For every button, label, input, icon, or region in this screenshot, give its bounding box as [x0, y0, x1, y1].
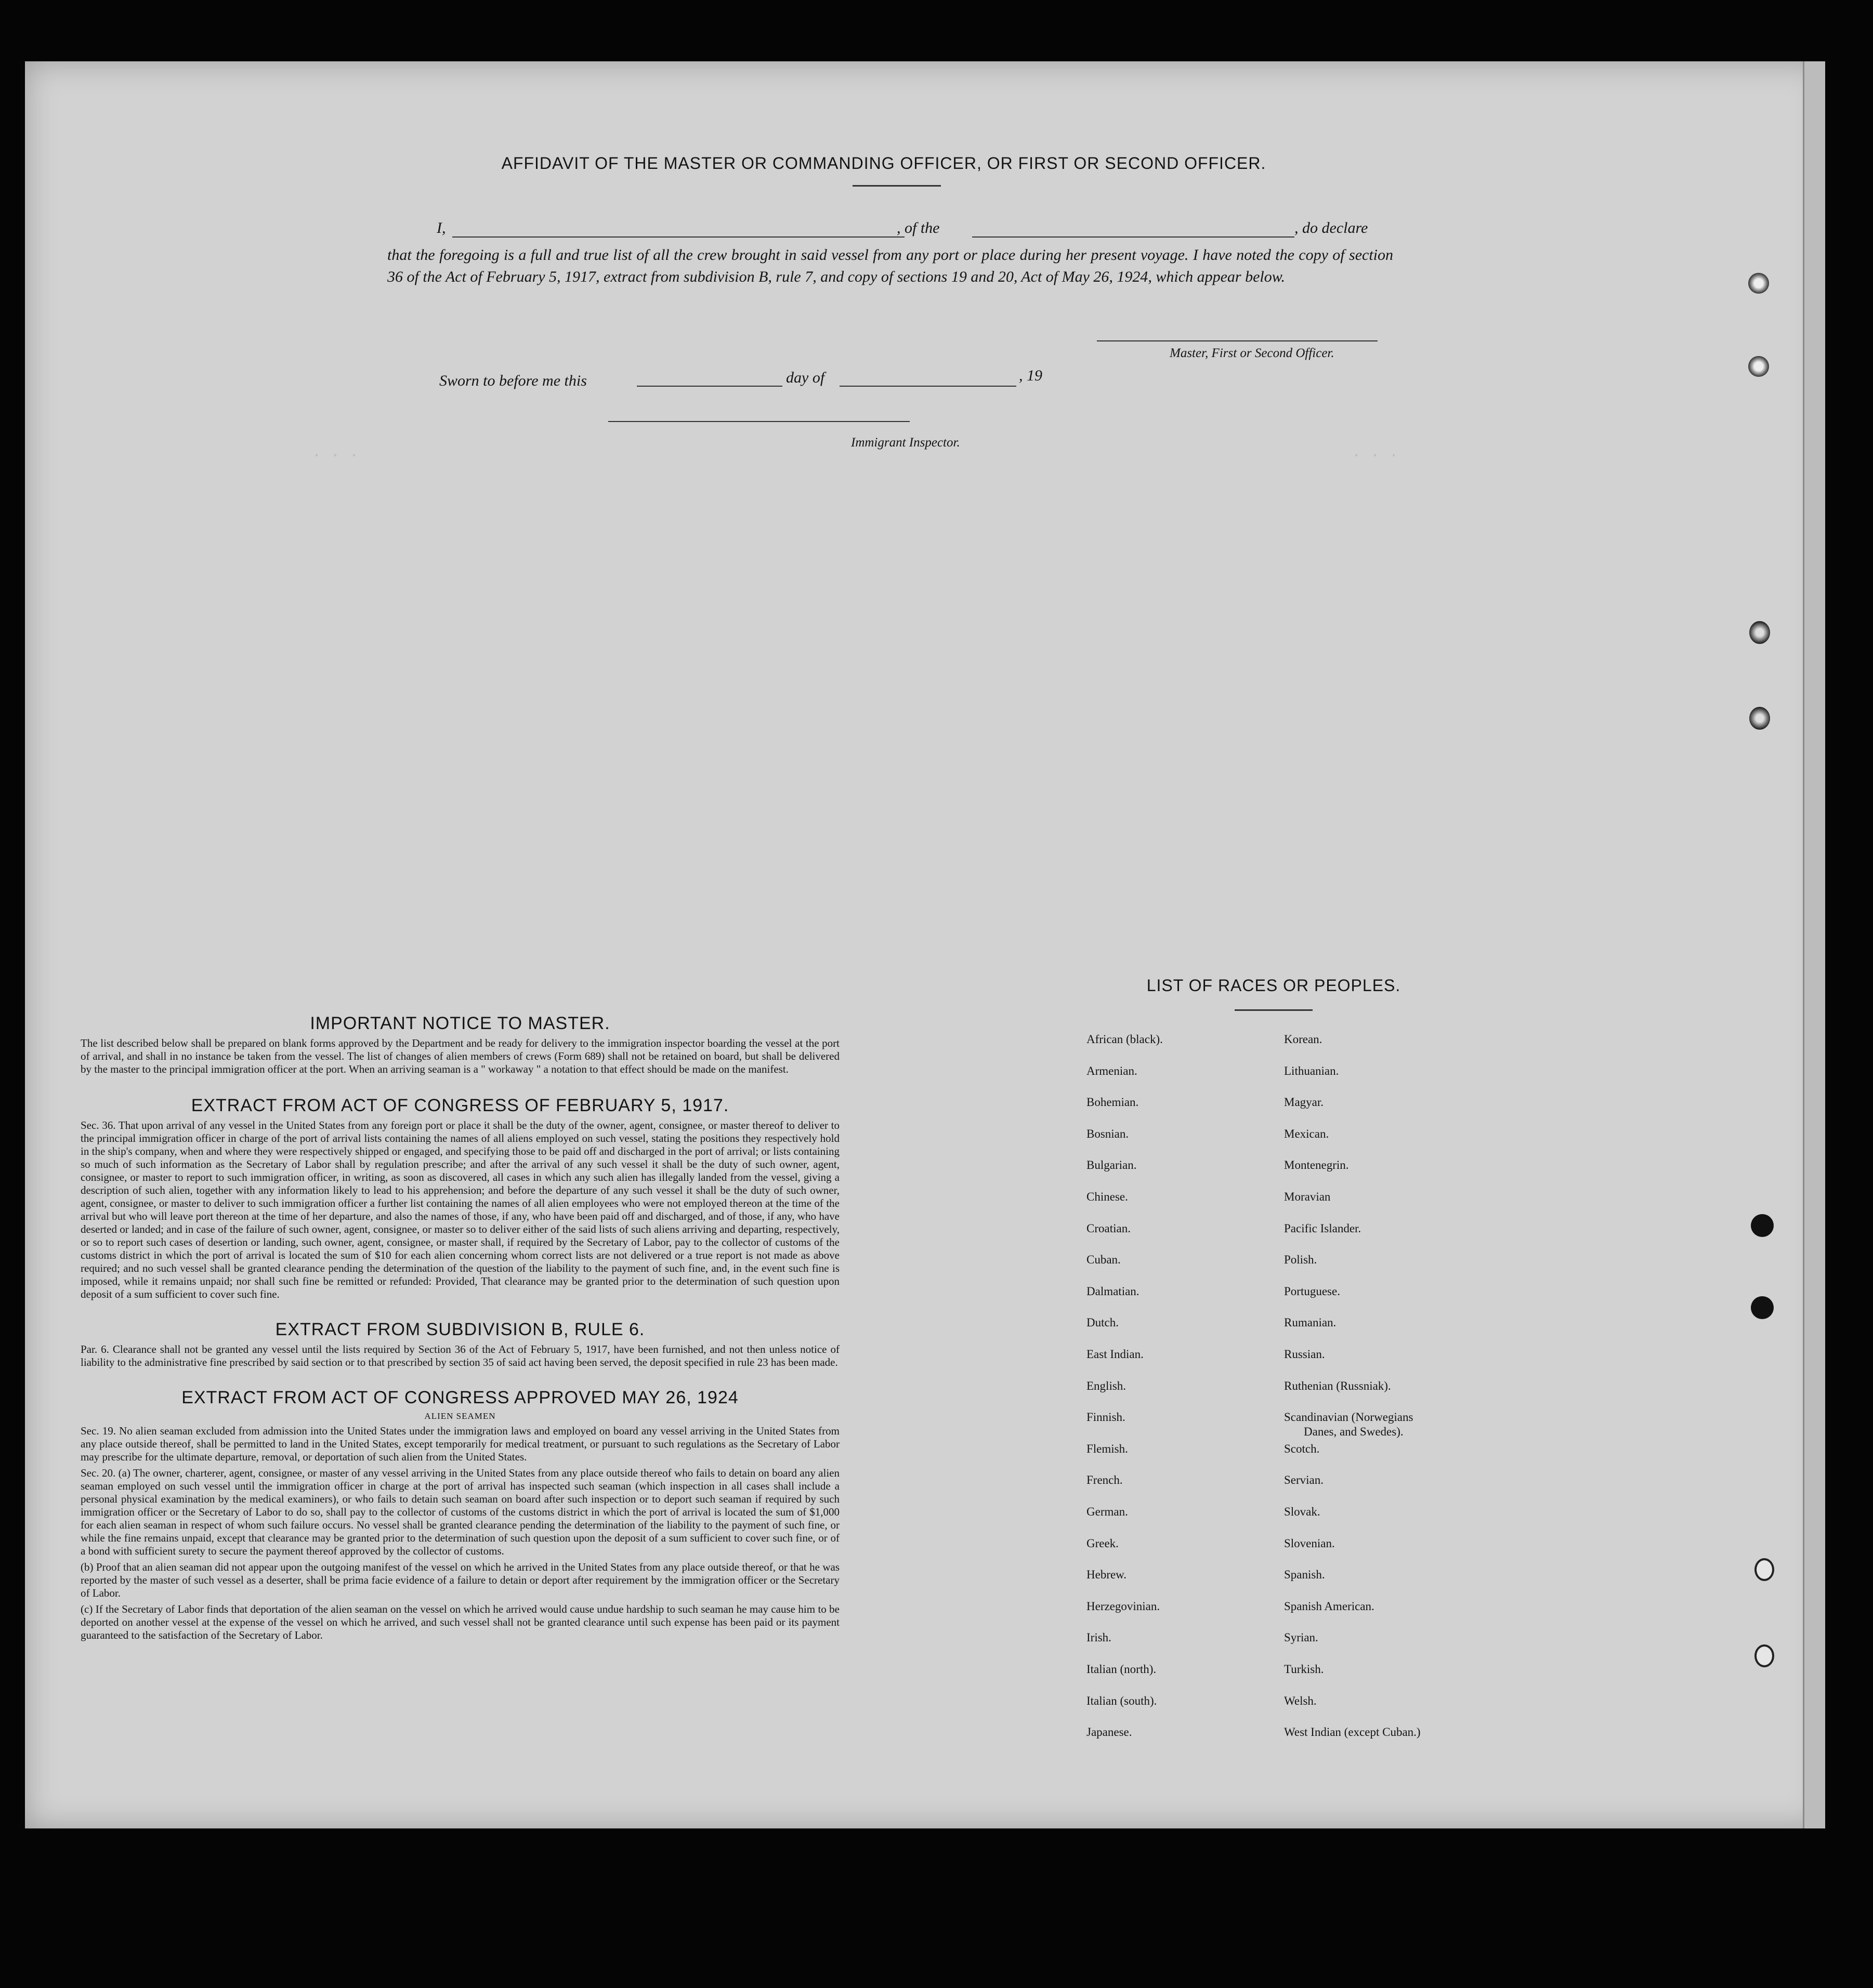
extract-rule6-body: Par. 6. Clearance shall not be granted any vessel until the lists required by Section 36 of the Act of February 5, 1917, have been furnished, and not then unless notice of liability to the administrative fine prescribed by said section or to that prescribed by section 35 of said act having been served, the deposit specified in rule 23 has been made. — [81, 1343, 840, 1368]
sworn-label: Sworn to before me this — [439, 372, 587, 389]
punch-hole — [1754, 1644, 1774, 1667]
punch-hole — [1751, 1296, 1774, 1319]
race-item: Scotch. — [1284, 1442, 1320, 1455]
master-label: Master, First or Second Officer. — [1170, 346, 1334, 360]
inspector-signature-line — [608, 421, 910, 422]
race-item: Japanese. — [1086, 1726, 1132, 1739]
year-label: , 19 — [1019, 367, 1042, 384]
name-blank-line — [452, 236, 905, 238]
affidavit-do-declare: , do declare — [1294, 219, 1368, 236]
race-item: Italian (south). — [1086, 1694, 1157, 1707]
races-title: LIST OF RACES OR PEOPLES. — [1146, 976, 1401, 995]
race-item: Hebrew. — [1086, 1568, 1127, 1582]
punch-hole — [1748, 356, 1769, 377]
race-item: Bosnian. — [1086, 1127, 1129, 1140]
punch-hole — [1749, 621, 1770, 644]
race-item: Portuguese. — [1284, 1284, 1340, 1298]
extract-1924-subtitle: ALIEN SEAMEN — [424, 1411, 496, 1421]
race-item: African (black). — [1086, 1033, 1163, 1046]
race-item: Bulgarian. — [1086, 1158, 1137, 1172]
race-item: East Indian. — [1086, 1348, 1144, 1361]
vessel-blank-line — [972, 236, 1294, 238]
extract-1924-sec20b: (b) Proof that an alien seaman did not appear upon the outgoing manifest of the vessel on which he arrived in the United States from any place outside thereof, or that he was reported by the master of such vessel as a deserter, shall be prima facie evidence of a failure to detain or deport after requirement by the immigration officer or the Secretary of Labor. — [81, 1561, 840, 1599]
bleed-through-text: · · · — [1352, 447, 1399, 465]
extract-1917-body: Sec. 36. That upon arrival of any vessel in the United States from any foreign port or place it shall be the duty of the owner, agent, consignee, or master thereof to deliver to the principal immigration officer in charge of the port of arrival lists containing the names of all aliens employed on such vessel, stating the positions they respectively hold in the ship's company, when and where they were respectively shipped or engaged, and specifying those to be paid off and discharged in the port of arrival; or lists containing so much of such information as the Secretary of Labor shall by regulation prescribe; and after the arrival of any such vessel it shall be the duty of such owner, agent, consignee, or master to report to such immigration officer, in writing, as soon as discovered, all cases in which any such alien has illegally landed from the vessel, giving a description of such alien, together with any information likely to lead to his apprehension; and before the departure of any such vessel it shall be the duty of such owner, agent, consignee, or master to deliver to such immigration officer a further list containing the names of all alien employees who were not employed thereon at the time of the arrival but who will leave port thereon at the time of her departure, and also the names of those, if any, who have been paid off and discharged, and of those, if any, who have deserted or landed; and in case of the failure of such owner, agent, consignee, or master so to deliver either of the said lists of such aliens arriving and departing, respectively, or so to report such cases of desertion or landing, such owner, agent, consignee, or master shall, if required by the Secretary of Labor, pay to the collector of customs of the customs district in which the port of arrival is located the sum of $10 for each alien concerning whom correct lists are not delivered or a true report is not made as above required; and no such vessel shall be granted clearance pending the determination of the question of the liability to the payment of such fine, and, in the event such fine is imposed, while it remains unpaid; nor shall such fine be remitted or refunded: Provided, That clearance may be granted prior to the determination of such question upon deposit of a sum sufficient to cover such fine. — [81, 1119, 840, 1300]
race-item: Flemish. — [1086, 1442, 1128, 1455]
race-item: Finnish. — [1086, 1411, 1125, 1424]
race-item: Slovenian. — [1284, 1536, 1335, 1550]
day-of-label: day of — [786, 369, 825, 386]
punch-hole — [1751, 1214, 1774, 1237]
punch-hole — [1748, 273, 1769, 294]
title-underline — [853, 185, 941, 187]
race-item: Spanish. — [1284, 1568, 1325, 1582]
affidavit-title: AFFIDAVIT OF THE MASTER OR COMMANDING OFFICER, OR FIRST OR SECOND OFFICER. — [501, 154, 1266, 173]
race-item: Moravian — [1284, 1190, 1331, 1203]
race-item: Polish. — [1284, 1253, 1317, 1267]
race-item: Servian. — [1284, 1473, 1324, 1487]
affidavit-i: I, — [437, 219, 446, 236]
race-item: Chinese. — [1086, 1190, 1128, 1203]
important-notice-title: IMPORTANT NOTICE TO MASTER. — [310, 1013, 610, 1033]
sworn-day-blank — [637, 386, 782, 387]
extract-1924-sec20a: Sec. 20. (a) The owner, charterer, agent, consignee, or master of any vessel arriving in the United States from any place outside thereof who fails to detain on board any alien seaman employed on such vessel until the immigration officer in charge at the port of arrival has inspected such seaman (which inspection in all cases shall include a personal physical examination by the medical examiners), or who fails to detain such seaman on board after such inspection or to deport such seaman if required by such immigration officer or the Secretary of Labor to do so, shall pay to the collector of customs of the customs district in which the port of arrival is located the sum of $1,000 for each alien seaman in respect of whom such failure occurs. No vessel shall be granted clearance pending the determination of the liability to the payment of such fine, or while the fine remains unpaid, except that clearance may be granted prior to the determination of such question upon the deposit of a sum sufficient to cover such fine, or of a bond with sufficient surety to secure the payment thereof approved by the collector of customs. — [81, 1467, 840, 1557]
race-item: Italian (north). — [1086, 1663, 1157, 1676]
race-item: Greek. — [1086, 1536, 1119, 1550]
race-item: Mexican. — [1284, 1127, 1329, 1140]
extract-1924-sec19: Sec. 19. No alien seaman excluded from admission into the United States under the immigration laws and employed on board any vessel arriving in the United States from any place outside thereof, shall be permitted to land in the United States, except temporarily for medical treatment, or pursuant to such regulations as the Secretary of Labor may prescribe for the ultimate departure, removal, or deportation of such alien from the United States. — [81, 1425, 840, 1463]
race-item: Slovak. — [1284, 1505, 1320, 1518]
sworn-month-blank — [840, 386, 1016, 387]
race-item: Rumanian. — [1284, 1316, 1337, 1329]
extract-1917-title: EXTRACT FROM ACT OF CONGRESS OF FEBRUARY 5, 1917. — [191, 1096, 729, 1115]
race-item: Russian. — [1284, 1348, 1325, 1361]
race-item: Pacific Islander. — [1284, 1221, 1361, 1235]
race-item: German. — [1086, 1505, 1128, 1518]
race-item: Magyar. — [1284, 1096, 1324, 1109]
race-item: Dalmatian. — [1086, 1284, 1139, 1298]
punch-hole — [1754, 1558, 1774, 1581]
bleed-through-text: · · · — [312, 447, 359, 465]
races-title-underline — [1235, 1009, 1313, 1011]
race-item: Lithuanian. — [1284, 1064, 1339, 1077]
race-item: Korean. — [1284, 1033, 1322, 1046]
race-item: Syrian. — [1284, 1631, 1318, 1644]
legal-notices — [81, 1013, 840, 1642]
race-item: Bohemian. — [1086, 1096, 1139, 1109]
master-signature-line — [1097, 340, 1378, 341]
race-item: English. — [1086, 1379, 1127, 1392]
extract-1924-title: EXTRACT FROM ACT OF CONGRESS APPROVED MAY 26, 1924 — [181, 1388, 739, 1407]
race-item: West Indian (except Cuban.) — [1284, 1726, 1421, 1739]
race-item: Danes, and Swedes). — [1304, 1425, 1404, 1439]
punch-hole — [1749, 707, 1770, 730]
affidavit-body: that the foregoing is a full and true list of all the crew brought in said vessel from any port or place during her present voyage. I have noted the copy of section 36 of the Act of February 5, 1917, extract from subdivision B, rule 7, and copy of sections 19 and 20, Act of May 26, 1924, which appear below. — [387, 246, 1393, 285]
race-item: Turkish. — [1284, 1663, 1324, 1676]
race-item: Herzegovinian. — [1086, 1599, 1160, 1613]
race-item: Croatian. — [1086, 1221, 1131, 1235]
important-notice-body: The list described below shall be prepared on blank forms approved by the Department and be ready for delivery to the immigration inspector boarding the vessel at the port of arrival, and shall in no instance be taken from the vessel. The list of changes of alien members of crews (Form 689) shall not be retained on board, but shall be delivered by the master to the principal immigration officer at the port. When an arriving seaman is a " workaway " a notation to that effect should be made on the manifest. — [81, 1037, 840, 1075]
race-item: Spanish American. — [1284, 1599, 1374, 1613]
race-item: Irish. — [1086, 1631, 1111, 1644]
race-item: Montenegrin. — [1284, 1158, 1349, 1172]
affidavit-of-the: , of the — [897, 219, 940, 236]
race-item: Scandinavian (Norwegians — [1284, 1411, 1413, 1424]
page-edge — [1803, 61, 1825, 1828]
extract-rule6-title: EXTRACT FROM SUBDIVISION B, RULE 6. — [275, 1320, 645, 1339]
race-item: Welsh. — [1284, 1694, 1317, 1707]
race-item: French. — [1086, 1473, 1123, 1487]
race-item: Dutch. — [1086, 1316, 1119, 1329]
inspector-label: Immigrant Inspector. — [851, 436, 960, 450]
race-item: Armenian. — [1086, 1064, 1137, 1077]
extract-1924-sec20c: (c) If the Secretary of Labor finds that deportation of the alien seaman on the vessel on which he arrived would cause undue hardship to such seaman he may cause him to be deported on another vessel at the expense of the vessel on which he arrived, and such vessel shall not be granted clearance until such expense has been paid or its payment guaranteed to the satisfaction of the Secretary of Labor. — [81, 1603, 840, 1641]
race-item: Ruthenian (Russniak). — [1284, 1379, 1391, 1392]
race-item: Cuban. — [1086, 1253, 1121, 1267]
